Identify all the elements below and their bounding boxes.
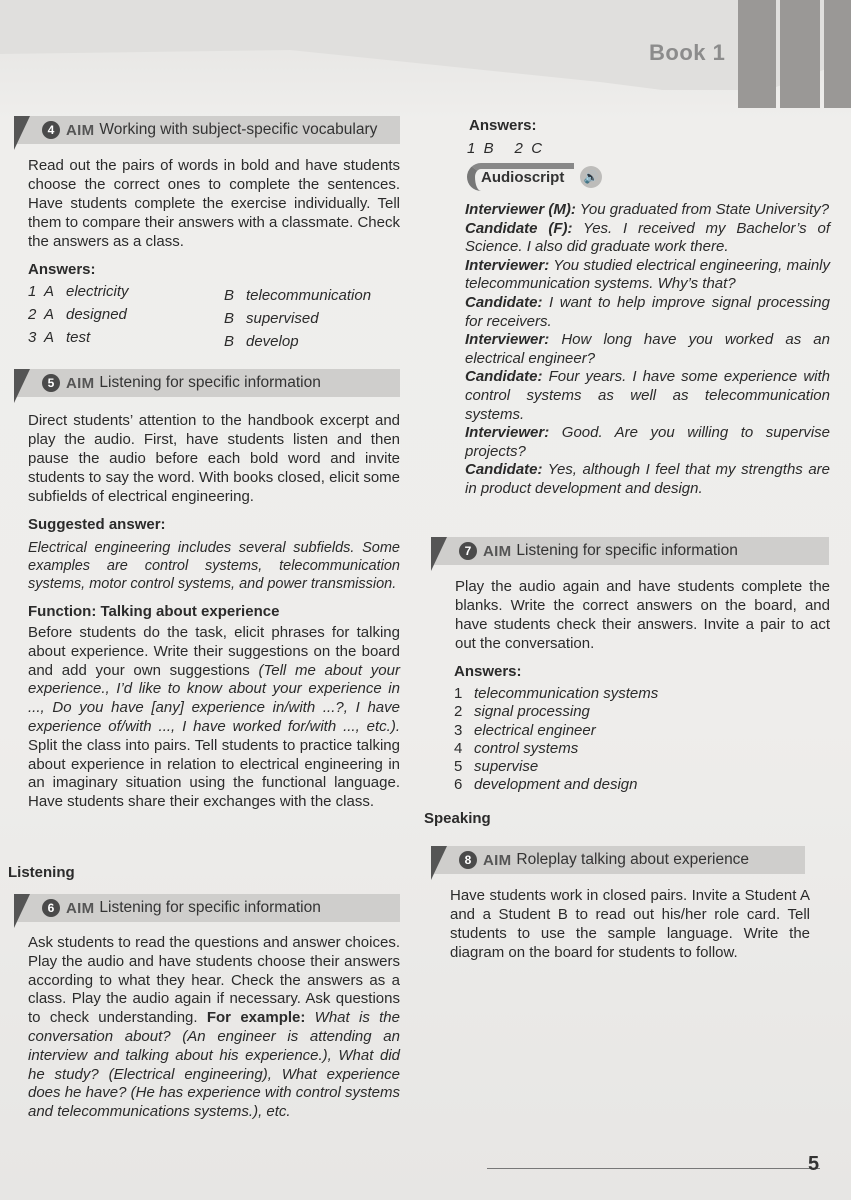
aim-label: AIM [66,374,95,392]
answer-text: development and design [474,776,638,794]
example-questions: What is the conversation about? (An engineer is attending an interview and talking about his experience.), What did he study? (Electrical engineering), What experience does he have? (He has experience with control systems and telecommunications systems.), etc. [28,1009,400,1121]
answer-row [28,328,224,351]
aim-title: Working with subject-specific vocabulary [99,121,378,138]
script-line [465,424,830,461]
answer-number: 4 [454,739,463,757]
answer-number: 1 [454,685,463,702]
script-line [465,331,830,368]
speaker-label: Interviewer: [465,256,550,274]
answer-row [28,305,224,328]
step-number-badge: 5 [42,374,60,392]
listening-section-label: Listening [8,864,75,881]
footer-rule [487,1168,820,1169]
function-text: Before students do the task, elicit phrases for talking about experience. Write their suggestions on the board and add your own suggestions [28,624,400,679]
answers-label: Answers: [28,261,96,278]
section-6 [28,894,400,1122]
answer-number: 2 [28,306,37,323]
answer-row [454,685,830,703]
answer-text: telecommunication systems [474,685,659,702]
answer-letter: B [224,333,235,350]
aim-title: Listening for specific information [99,374,321,391]
answer-text: test [66,329,91,346]
aim-heading [14,894,400,922]
line-text: Yes, although I feel that my strengths are in product development and design. [465,461,830,497]
instructions [28,934,400,1122]
answer-number: 2 [454,703,463,721]
step-number-badge: 7 [459,542,477,560]
script-line [465,201,830,220]
line-text: I want to help improve signal processing for receivers. [465,293,830,330]
audioscript-label: Audioscript [481,168,565,186]
audioscript [465,201,830,499]
function-label: Function: Talking about experience [28,603,280,620]
instructions: Play the audio again and have students complete the blanks. Write the correct answers on the board, and have students check their answers. Invite a pair to act out the conversation. [455,578,830,652]
step-number-badge: 4 [42,121,60,139]
tab-bar-decoration [738,0,776,108]
answer-number: 3 [28,329,37,346]
answer-text: electricity [66,283,129,300]
answer-text: supervised [246,310,319,327]
answer-text: signal processing [474,703,590,721]
page-number: 5 [808,1153,820,1175]
answers-label: Answers: [469,117,537,134]
tab-bar-decoration [780,0,820,108]
answer-text: develop [246,333,299,350]
line-text: How long have you worked as an electrical engineer? [465,331,830,367]
speaker-label: Candidate (F): [465,219,573,237]
answers-label: Answers: [454,663,522,680]
function-text: Split the class into pairs. Tell students to practice talking about experience in relation to electrical engineering in an imaginary situation using the functional language. Have students share their exchanges with the class. [28,736,400,811]
aim-heading [431,537,829,565]
aim-heading [14,369,400,397]
aim-label: AIM [483,542,512,560]
aim-heading [14,116,400,144]
answer-row [224,286,400,305]
answer-row [454,722,830,740]
answer-letter: A [44,329,55,346]
answer-text: supervise [474,758,539,776]
line-text: Yes. I received my Bachelor’s of Science. I also did graduate work there. [465,219,830,256]
answer-letter: A [44,283,55,300]
function-instructions [28,624,400,812]
section-4 [28,116,400,351]
speaking-section-label: Speaking [424,810,491,827]
answer-row [454,740,830,758]
answer-letter: B [224,287,235,304]
answer-text: designed [66,306,127,323]
audioscript-tag [467,163,574,191]
suggested-answer: Electrical engineering includes several subfields. Some examples are control systems, telecommunication systems, motor control systems, and power transmission. [28,540,400,592]
script-line [465,257,830,294]
speaker-label: Interviewer: [465,424,550,442]
script-line [465,294,830,331]
speaker-label: Candidate: [465,368,543,386]
audioscript-header [467,163,830,191]
answer-text: electrical engineer [474,721,596,739]
line-text: You studied electrical engineering, mainly telecommunication systems. Why’s that? [465,256,830,293]
answer-number: 5 [454,758,463,776]
answers-list [454,685,830,795]
answer-row [28,282,224,305]
speaker-icon[interactable]: 🔊 [580,166,602,188]
aim-title: Roleplay talking about experience [516,851,750,868]
answer-letter: A [44,306,55,323]
answer-row [454,703,830,721]
answer-number: 6 [454,776,463,794]
answer-row [224,332,400,351]
aim-heading [431,846,805,874]
answer-text: telecommunication [246,287,372,304]
script-line [465,220,830,257]
suggested-answer-label: Suggested answer: [28,516,166,533]
tab-bar-decoration [824,0,851,108]
line-text: Good. Are you willing to supervise projects? [465,424,830,460]
aim-title: Listening for specific information [516,542,738,559]
aim-title: Listening for specific information [99,899,321,916]
book-label: Book 1 [649,40,726,65]
section-8 [445,846,830,962]
answer-text: control systems [474,739,579,757]
answers-list [28,282,400,351]
answer-row [454,758,830,776]
example-label: For example: [206,1009,306,1027]
answer-row [454,776,830,794]
section-5 [28,369,400,812]
instructions: Have students work in closed pairs. Invite a Student A and a Student B to read out his/her role card. Tell students to use the sample language. Write the diagram on the board for students to follow. [450,887,810,961]
function-phrases: (Tell me about your experience., I’d like to know about your experience in ..., Do you have [any] experience in/with ...?, I have experience of/with ..., I have worked for/with ..., etc.). [28,661,400,735]
section-7 [445,537,830,795]
answers-inline: 1 B 2 C [467,140,543,157]
answer-letter: B [224,310,235,327]
section-6-answers [445,117,830,499]
aim-label: AIM [66,899,95,917]
script-line [465,368,830,424]
answer-number: 1 [28,283,37,300]
answer-row [224,309,400,328]
answer-number: 3 [454,721,463,739]
step-number-badge: 8 [459,851,477,869]
speaker-label: Interviewer (M): [465,201,576,218]
line-text: You graduated from State University? [575,201,830,218]
aim-label: AIM [483,851,512,869]
script-line [465,461,830,498]
instructions-text: Ask students to read the questions and answer choices. Play the audio and have students choose their answers according to what they hear. Check the answers as a class. Play the audio again if necessary. Ask questions to check understanding. [28,934,400,1027]
instructions: Read out the pairs of words in bold and have students choose the correct ones to complete the sentences. Have students complete the exercise individually. Tell them to compare their answers with a classmate. Check the answers as a class. [28,157,400,250]
step-number-badge: 6 [42,899,60,917]
line-text: Four years. I have some experience with control systems as well as telecommunication systems. [465,368,830,423]
speaker-label: Interviewer: [465,331,550,349]
speaker-label: Candidate: [465,293,543,311]
speaker-label: Candidate: [465,461,543,479]
instructions: Direct students’ attention to the handbook excerpt and play the audio. First, have students listen and then pause the audio before each bold word and invite students to say the word. With books closed, elicit some subfields of electrical engineering. [28,412,400,505]
aim-label: AIM [66,121,95,139]
